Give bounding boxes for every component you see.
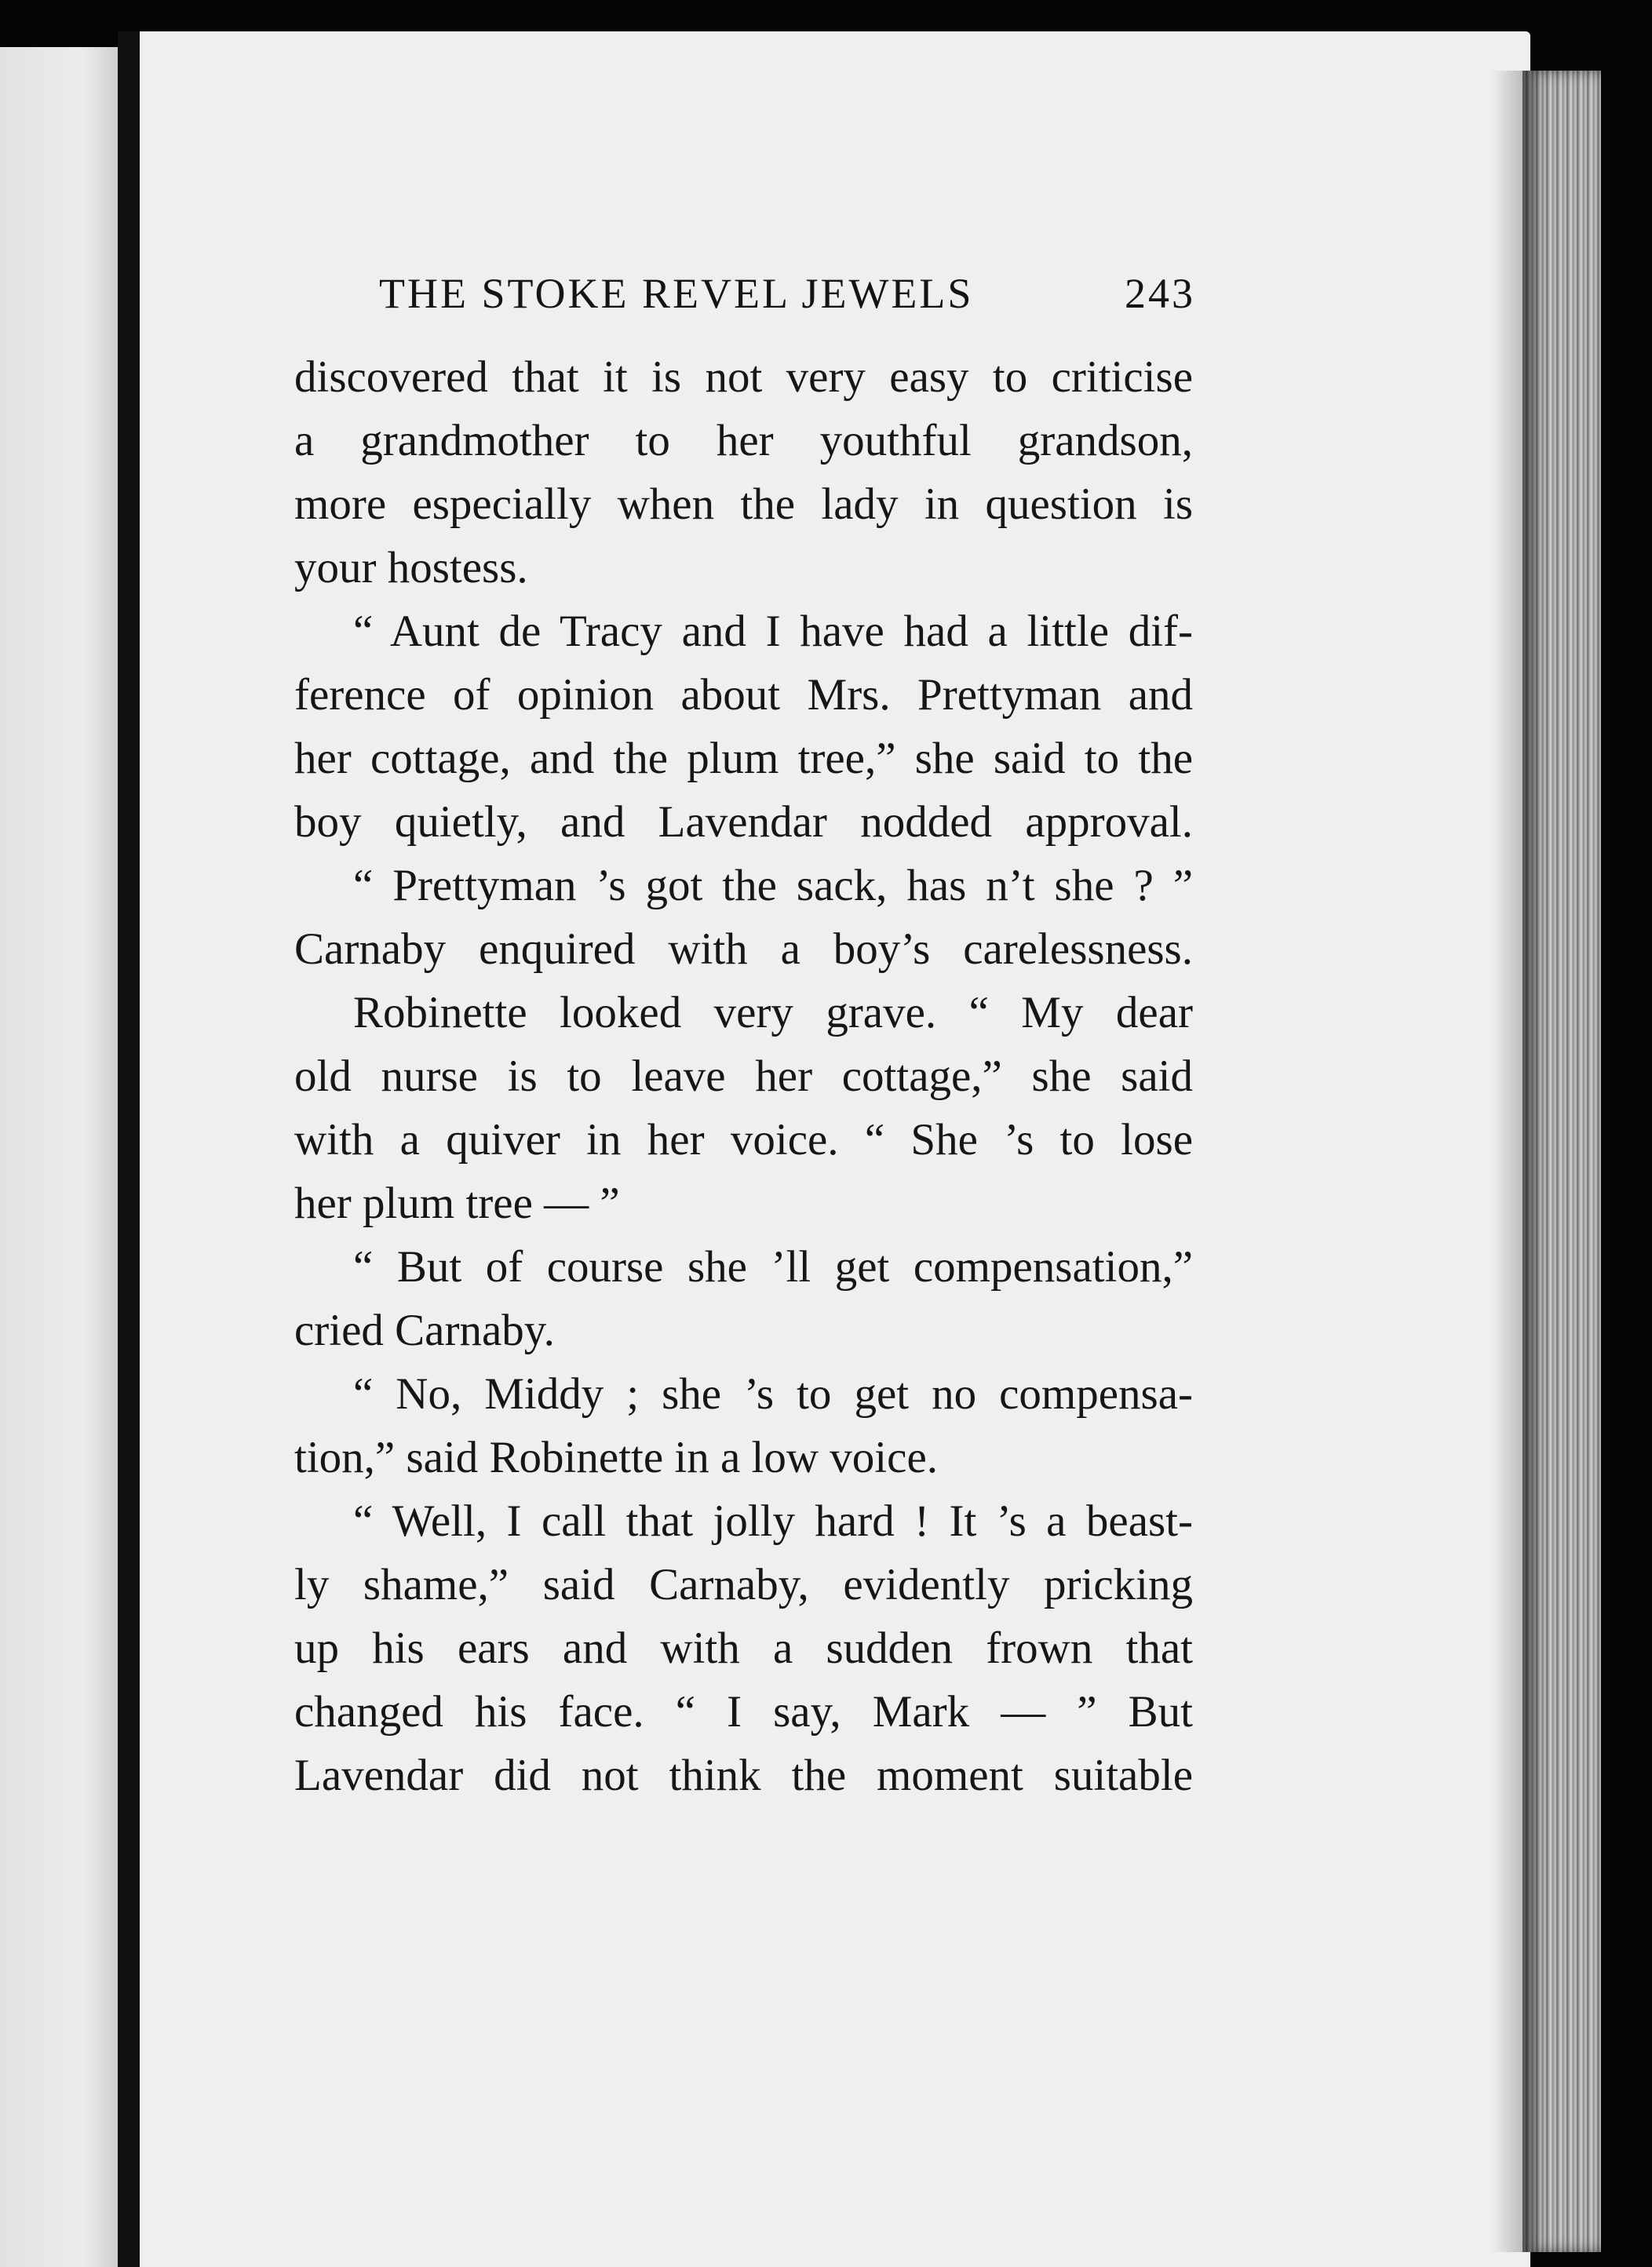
text-line: tion,” said Robinette in a low voice. (294, 1433, 938, 1482)
text-line: “ Well, I call that jolly hard ! It ’s a beast- (353, 1496, 1193, 1546)
text-line: her cottage, and the plum tree,” she said to the (294, 734, 1193, 783)
text-line: more especially when the lady in question is (294, 479, 1193, 529)
text-line: her plum tree — ” (294, 1179, 620, 1228)
book-gutter (118, 31, 140, 2267)
text-line: cried Carnaby. (294, 1306, 555, 1355)
page-number: 243 (1125, 270, 1195, 317)
running-head (379, 269, 1195, 324)
text-line: “ Aunt de Tracy and I have had a little dif- (353, 607, 1193, 656)
text-line: ference of opinion about Mrs. Prettyman and (294, 670, 1193, 720)
text-line: with a quiver in her voice. “ She ’s to lose (294, 1115, 1193, 1164)
text-line: “ No, Middy ; she ’s to get no compensa- (353, 1369, 1193, 1419)
text-line: up his ears and with a sudden frown that (294, 1624, 1193, 1673)
text-line: a grandmother to her youthful grandson, (294, 416, 1193, 465)
text-line: discovered that it is not very easy to criticise (294, 352, 1193, 402)
text-line: old nurse is to leave her cottage,” she said (294, 1051, 1193, 1101)
text-line: changed his face. “ I say, Mark — ” But (294, 1687, 1193, 1737)
running-head-title: THE STOKE REVEL JEWELS (379, 270, 974, 317)
text-line: Carnaby enquired with a boy’s carelessness. (294, 924, 1193, 974)
page-fore-edge (1523, 71, 1601, 2252)
text-line: your hostess. (294, 543, 528, 592)
text-line: Lavendar did not think the moment suitable (294, 1751, 1193, 1800)
text-line: boy quietly, and Lavendar nodded approval. (294, 797, 1193, 847)
text-line: “ Prettyman ’s got the sack, has n’t she ? ” (353, 861, 1193, 910)
text-line: ly shame,” said Carnaby, evidently pricking (294, 1560, 1193, 1609)
body-text (294, 345, 1193, 1807)
text-line: Robinette looked very grave. “ My dear (353, 988, 1193, 1037)
facing-page-edge (0, 47, 118, 2267)
text-line: “ But of course she ’ll get compensation,” (353, 1242, 1193, 1292)
